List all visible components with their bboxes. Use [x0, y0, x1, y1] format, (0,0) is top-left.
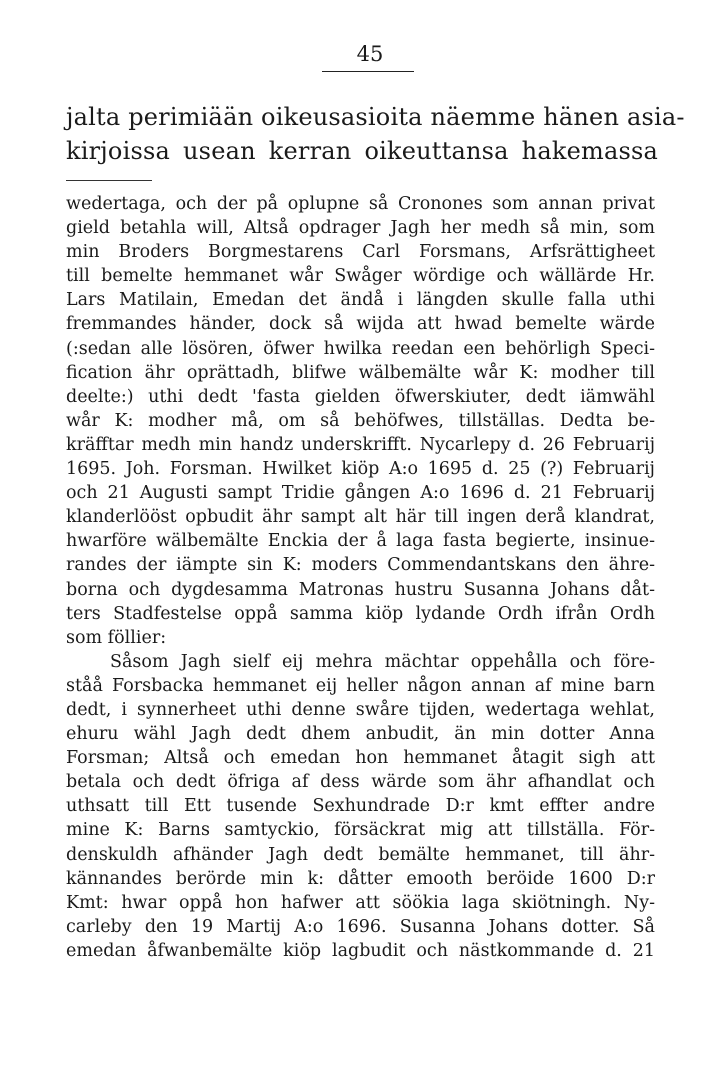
intro-line: kirjoissa usean kerran oikeuttansa hakemassa — [66, 137, 658, 165]
text-line: fication ähr oprättadh, blifwe wälbemälte wår K: modher till — [66, 362, 655, 383]
text-line: klanderlööst opbudit ähr sampt alt här till ingen derå klandrat, — [66, 507, 655, 528]
text-line: wedertaga, och der på oplupne så Cronones som annan privat — [66, 194, 655, 214]
text-line: mine K: Barns samtyckio, försäckrat mig att tillställa. För- — [66, 820, 655, 841]
text-line: kännandes berörde min k: dåtter emooth beröide 1600 D:r — [66, 868, 655, 889]
text-line: min Broders Borgmestarens Carl Forsmans, Arfsrättigheet — [66, 242, 655, 263]
text-line: Forsman; Altså och emedan hon hemmanet åtagit sigh att — [66, 748, 655, 769]
text-line: dedt, i synnerheet uthi denne swåre tijden, wedertaga wehlat, — [66, 699, 655, 720]
text-line: gield betahla will, Altså opdrager Jagh her medh så min, som — [66, 218, 655, 239]
text-line: borna och dygdesamma Matronas hustru Susanna Johans dåt- — [66, 579, 655, 600]
text-line: wår K: modher må, om så behöfwes, tillställas. Dedta be- — [66, 410, 655, 431]
text-line: Kmt: hwar oppå hon hafwer att söökia laga skiötningh. Ny- — [66, 892, 655, 913]
text-line: denskuldh afhänder Jagh dedt bemälte hemmanet, till ähr- — [66, 844, 655, 865]
quoted-document-text — [66, 192, 655, 963]
text-line: 1695. Joh. Forsman. Hwilket kiöp A:o 1695 d. 25 (?) Februarij — [66, 459, 655, 480]
text-line: randes der iämpte sin K: moders Commendantskans den ähre- — [66, 555, 655, 576]
section-separator — [66, 180, 152, 181]
text-line: ters Stadfestelse oppå samma kiöp lydande Ordh ifrån Ordh — [66, 603, 655, 624]
text-line: (:sedan alle lösören, öfwer hwilka reedan een behörligh Speci- — [66, 338, 655, 359]
text-line: ståå Forsbacka hemmanet eij heller någon annan af mine barn — [66, 675, 655, 696]
intro-paragraph — [66, 100, 685, 168]
page-number: 45 — [356, 42, 384, 66]
text-line: emedan åfwanbemälte kiöp lagbudit och nästkommande d. 21 — [66, 940, 655, 961]
text-line: uthsatt till Ett tusende Sexhundrade D:r kmt effter andre — [66, 796, 655, 817]
text-line: Såsom Jagh sielf eij mehra mächtar oppehålla och före- — [110, 651, 655, 672]
text-line: till bemelte hemmanet wår Swåger wördige och wällärde Hr. — [66, 266, 655, 287]
text-line: som föllier: — [66, 627, 167, 648]
text-line: kräfftar medh min handz underskrifft. Nycarlepy d. 26 Februarij — [66, 434, 655, 455]
intro-line: jalta perimiään oikeusasioita näemme hänen asia- — [66, 103, 685, 131]
text-line: ehuru wähl Jagh dedt dhem anbudit, än min dotter Anna — [66, 724, 655, 745]
text-line: betala och dedt öfriga af dess wärde som ähr afhandlat och — [66, 772, 655, 793]
text-line: och 21 Augusti sampt Tridie gången A:o 1696 d. 21 Februarij — [66, 483, 655, 504]
text-line: hwarföre wälbemälte Enckia der å laga fasta begierte, insinue- — [66, 531, 655, 552]
text-line: fremmandes händer, dock så wijda att hwad bemelte wärde — [66, 314, 655, 335]
text-line: Lars Matilain, Emedan det ändå i längden skulle falla uthi — [66, 290, 655, 311]
page-number-rule — [322, 71, 414, 72]
text-line: deelte:) uthi dedt 'fasta gielden öfwerskiuter, dedt iämwähl — [66, 386, 655, 407]
text-line: carleby den 19 Martij A:o 1696. Susanna Johans dotter. Så — [66, 916, 655, 937]
